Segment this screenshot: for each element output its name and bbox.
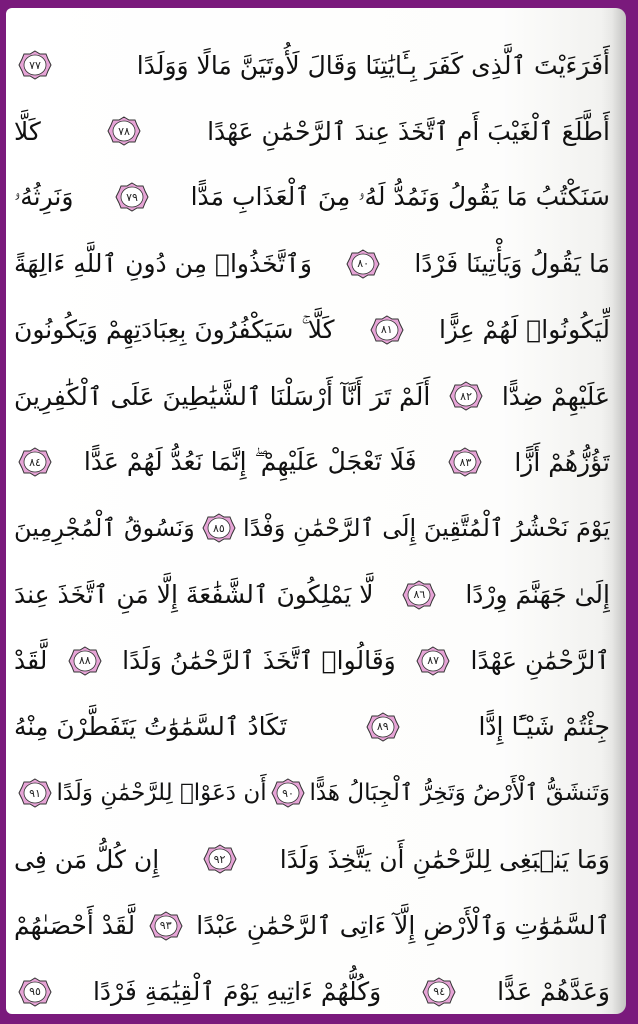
verse-line-2 <box>14 98 610 164</box>
verse-line-11 <box>14 694 610 760</box>
verse-line-14 <box>14 892 610 958</box>
line-text: أَلَمْ تَرَ أَنَّآ أَرْسَلْنَا ٱلشَّيَٰطِينَ عَلَى ٱلْكَٰفِرِينَ <box>14 381 431 411</box>
ayah-marker-84: ٨٤ <box>18 447 52 477</box>
ayah-marker-83: ٨٣ <box>448 447 482 477</box>
ayah-marker-82: ٨٢ <box>449 381 483 411</box>
verse-line-10 <box>14 628 610 694</box>
line-text: إِلَىٰ جَهَنَّمَ وِرْدًا <box>465 580 610 610</box>
ayah-marker-87: ٨٧ <box>416 646 450 676</box>
line-text: وَٱتَّخَذُوا۟ مِن دُونِ ٱللَّهِ ءَالِهَةً <box>14 249 312 279</box>
verse-line-7 <box>14 429 610 495</box>
ayah-marker-94: ٩٤ <box>422 977 456 1007</box>
mushaf-page <box>6 8 626 1014</box>
line-text: كَلَّا ۚ سَيَكْفُرُونَ بِعِبَادَتِهِمْ وَيَكُونُونَ <box>14 314 335 344</box>
ayah-marker-93: ٩٣ <box>149 911 183 941</box>
ayah-marker-81: ٨١ <box>370 315 404 345</box>
ayah-marker-90: ٩٠ <box>271 778 305 808</box>
line-text: لَّقَدْ أَحْصَىٰهُمْ <box>14 911 136 941</box>
line-text: مَا يَقُولُ وَيَأْتِينَا فَرْدًا <box>414 249 610 279</box>
verse-line-4 <box>14 231 610 297</box>
verse-line-1 <box>14 32 610 98</box>
line-text: ٱلرَّحْمَٰنِ عَهْدًا <box>470 646 610 676</box>
line-text: وَتَنشَقُّ ٱلْأَرْضُ وَتَخِرُّ ٱلْجِبَالُ هَدًّا <box>309 780 610 807</box>
line-text: أَن دَعَوْا۟ لِلرَّحْمَٰنِ وَلَدًا <box>56 780 267 807</box>
ayah-marker-95: ٩٥ <box>18 977 52 1007</box>
verse-line-13 <box>14 826 610 892</box>
line-text: تَكَادُ ٱلسَّمَٰوَٰتُ يَتَفَطَّرْنَ مِنْهُ <box>14 712 287 742</box>
ayah-marker-80: ٨٠ <box>346 249 380 279</box>
verse-line-9 <box>14 562 610 628</box>
verse-line-15 <box>14 959 610 1014</box>
line-text: أَطَّلَعَ ٱلْغَيْبَ أَمِ ٱتَّخَذَ عِندَ ٱلرَّحْمَٰنِ عَهْدًا <box>207 116 610 146</box>
ayah-marker-86: ٨٦ <box>402 580 436 610</box>
line-text: وَقَالُوا۟ ٱتَّخَذَ ٱلرَّحْمَٰنُ وَلَدًا <box>122 646 396 676</box>
ayah-marker-89: ٨٩ <box>366 712 400 742</box>
verse-line-6 <box>14 363 610 429</box>
line-text: وَعَدَّهُمْ عَدًّا <box>497 977 610 1007</box>
verse-line-5 <box>14 297 610 363</box>
line-text: تَؤُزُّهُمْ أَزًّا <box>514 447 610 477</box>
line-text: يَوْمَ نَحْشُرُ ٱلْمُتَّقِينَ إِلَى ٱلرَّحْمَٰنِ وَفْدًا <box>243 514 610 543</box>
line-text: لَّقَدْ <box>14 646 48 676</box>
line-text: سَنَكْتُبُ مَا يَقُولُ وَنَمُدُّ لَهُۥ مِنَ ٱلْعَذَابِ مَدًّا <box>190 182 610 212</box>
ayah-marker-79: ٧٩ <box>115 182 149 212</box>
verse-line-8 <box>14 495 610 561</box>
line-text: ٱلسَّمَٰوَٰتِ وَٱلْأَرْضِ إِلَّآ ءَاتِى ٱلرَّحْمَٰنِ عَبْدًا <box>196 911 610 941</box>
ayah-marker-91: ٩١ <box>18 778 52 808</box>
line-text: لِّيَكُونُوا۟ لَهُمْ عِزًّا <box>438 315 610 345</box>
ayah-marker-88: ٨٨ <box>68 646 102 676</box>
ayah-marker-92: ٩٢ <box>203 844 237 874</box>
line-text: أَفَرَءَيْتَ ٱلَّذِى كَفَرَ بِـَٔايَٰتِنَا وَقَالَ لَأُوتَيَنَّ مَالًا وَوَلَدًا <box>136 50 610 80</box>
ayah-marker-77: ٧٧ <box>18 50 52 80</box>
line-text: فَلَا تَعْجَلْ عَلَيْهِمْ ۖ إِنَّمَا نَعُدُّ لَهُمْ عَدًّا <box>83 447 417 477</box>
line-text: وَنَرِثُهُۥ <box>14 182 74 212</box>
line-text: عَلَيْهِمْ ضِدًّا <box>501 381 610 411</box>
ayah-marker-78: ٧٨ <box>107 116 141 146</box>
line-text: إِن كُلُّ مَن فِى <box>14 844 160 874</box>
verse-line-12 <box>14 760 610 826</box>
line-text: وَكُلُّهُمْ ءَاتِيهِ يَوْمَ ٱلْقِيَٰمَةِ فَرْدًا <box>92 977 382 1007</box>
line-text: جِئْتُمْ شَيْـًٔا إِدًّا <box>478 712 610 742</box>
line-text: لَّا يَمْلِكُونَ ٱلشَّفَٰعَةَ إِلَّا مَنِ ٱتَّخَذَ عِندَ <box>14 580 374 610</box>
line-text: وَمَا يَنۢبَغِى لِلرَّحْمَٰنِ أَن يَتَّخِذَ وَلَدًا <box>279 844 610 874</box>
verse-lines <box>14 32 610 1014</box>
verse-line-3 <box>14 164 610 230</box>
line-text: كَلَّا <box>14 116 41 146</box>
line-text: وَنَسُوقُ ٱلْمُجْرِمِينَ <box>14 514 195 543</box>
ayah-marker-85: ٨٥ <box>202 513 236 543</box>
